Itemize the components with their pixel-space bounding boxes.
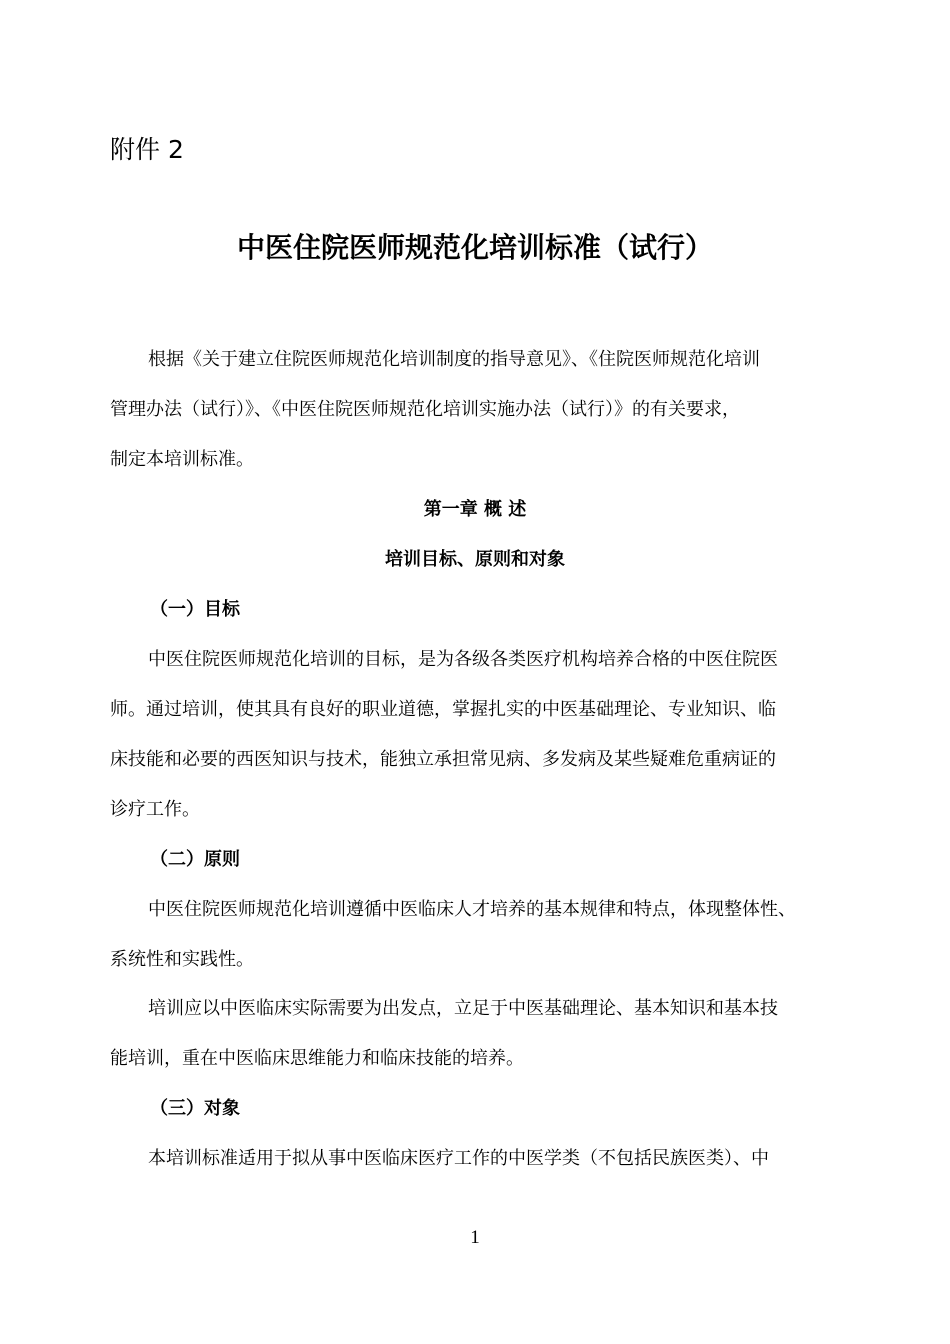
document-title: 中医住院医师规范化培训标准（试行） (236, 231, 713, 264)
paragraph-line: 本培训标准适用于拟从事中医临床医疗工作的中医学类（不包括民族医类）、中 (148, 1148, 769, 1169)
paragraph-line: 中医住院医师规范化培训遵循中医临床人才培养的基本规律和特点，体现整体性、 (148, 899, 796, 920)
paragraph-line: 诊疗工作。 (110, 799, 200, 820)
intro-line: 制定本培训标准。 (110, 449, 254, 470)
page-number: 1 (470, 1227, 480, 1248)
intro-line: 管理办法（试行）》、《中医住院医师规范化培训实施办法（试行）》的有关要求， (110, 399, 740, 420)
paragraph-line: 中医住院医师规范化培训的目标，是为各级各类医疗机构培养合格的中医住院医 (148, 649, 778, 670)
paragraph-line: 师。通过培训，使其具有良好的职业道德，掌握扎实的中医基础理论、专业知识、临 (110, 699, 776, 720)
intro-line: 根据《关于建立住院医师规范化培训制度的指导意见》、《住院医师规范化培训 (148, 349, 760, 370)
chapter-heading: 第一章 概 述 (423, 499, 527, 520)
paragraph-line: 培训应以中医临床实际需要为出发点，立足于中医基础理论、基本知识和基本技 (148, 998, 778, 1019)
subsection-heading-goal: （一）目标 (150, 599, 240, 620)
attachment-label: 附件 2 (110, 135, 184, 164)
subsection-heading-principle: （二）原则 (150, 849, 240, 870)
section-heading: 培训目标、原则和对象 (385, 549, 565, 570)
paragraph-line: 能培训，重在中医临床思维能力和临床技能的培养。 (110, 1048, 524, 1069)
subsection-heading-target: （三）对象 (150, 1098, 240, 1119)
paragraph-line: 系统性和实践性。 (110, 949, 254, 970)
paragraph-line: 床技能和必要的西医知识与技术，能独立承担常见病、多发病及某些疑难危重病证的 (110, 749, 776, 770)
